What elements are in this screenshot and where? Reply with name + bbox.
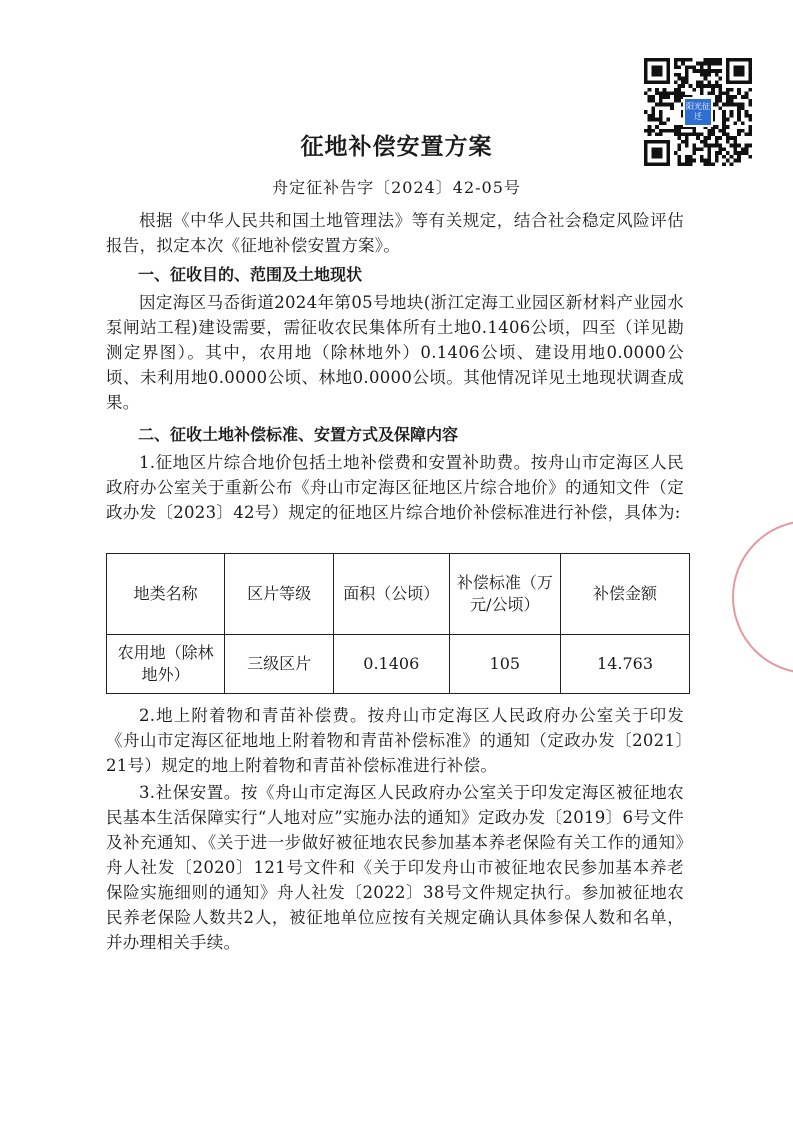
section-1-body: 因定海区马岙街道2024年第05号地块(浙江定海工业园区新材料产业园水泵闸站工程)建设需要，需征收农民集体所有土地0.1406公顷，四至（详见勘测定界图）。其中，农用地（除林地外）0.1406公顷、建设用地0.0000公顷、未利用地0.0000公顷、林地0.0000公顷。其他情况详见土地现状调查成果。 bbox=[106, 293, 684, 412]
table-cell: 14.763 bbox=[561, 635, 690, 694]
qr-badge-text: 阳光征迁 bbox=[686, 102, 710, 121]
section-2-item-1: 1.征地区片综合地价包括土地补偿费和安置补助费。按舟山市定海区人民政府办公室关于重新公布《舟山市定海区征地区片综合地价》的通知文件（定政办发〔2023〕42号）规定的征地区片综合地价补偿标准进行补偿，具体为: bbox=[106, 453, 684, 522]
section-1-heading: 一、征收目的、范围及土地现状 bbox=[138, 265, 363, 284]
table-header-cell: 补偿金额 bbox=[561, 554, 690, 635]
table-cell: 三级区片 bbox=[225, 635, 334, 694]
section-2-item-3: 3.社保安置。按《舟山市定海区人民政府办公室关于印发定海区被征地农民基本生活保障实行“人地对应”实施办法的通知》定政办发〔2019〕6号文件及补充通知、《关于进一步做好被征地农民参加基本养老保险有关工作的通知》舟人社发〔2020〕121号文件和《关于印发舟山市被征地农民参加基本养老保险实施细则的通知》舟人社发〔2022〕38号文件规定执行。参加被征地农民养老保险人数共2人，被征地单位应按有关规定确认具体参保人数和名单，并办理相关手续。 bbox=[106, 783, 684, 952]
document-number: 舟定征补告字〔2024〕42-05号 bbox=[272, 178, 521, 197]
section-2-item-2: 2.地上附着物和青苗补偿费。按舟山市定海区人民政府办公室关于印发《舟山市定海区征地地上附着物和青苗补偿标准》的通知（定政办发〔2021〕21号）规定的地上附着物和青苗补偿标准进行补偿。 bbox=[106, 706, 684, 775]
table-cell: 0.1406 bbox=[334, 635, 450, 694]
table-header-cell: 地类名称 bbox=[107, 554, 225, 635]
official-seal-stamp bbox=[732, 520, 793, 674]
compensation-table bbox=[106, 553, 690, 694]
qr-badge-logo bbox=[685, 99, 711, 125]
table-header-row bbox=[107, 554, 690, 635]
table-row bbox=[107, 635, 690, 694]
page-title: 征地补偿安置方案 bbox=[300, 134, 493, 160]
table-header-cell: 面积（公顷） bbox=[334, 554, 450, 635]
table-cell: 105 bbox=[449, 635, 561, 694]
section-2-heading: 二、征收土地补偿标准、安置方式及保障内容 bbox=[138, 425, 459, 444]
table-header-cell: 补偿标准（万元/公顷） bbox=[449, 554, 561, 635]
table-header-cell: 区片等级 bbox=[225, 554, 334, 635]
table-cell: 农用地（除林地外） bbox=[107, 635, 225, 694]
intro-paragraph: 根据《中华人民共和国土地管理法》等有关规定，结合社会稳定风险评估报告，拟定本次《征地补偿安置方案》。 bbox=[106, 211, 684, 255]
